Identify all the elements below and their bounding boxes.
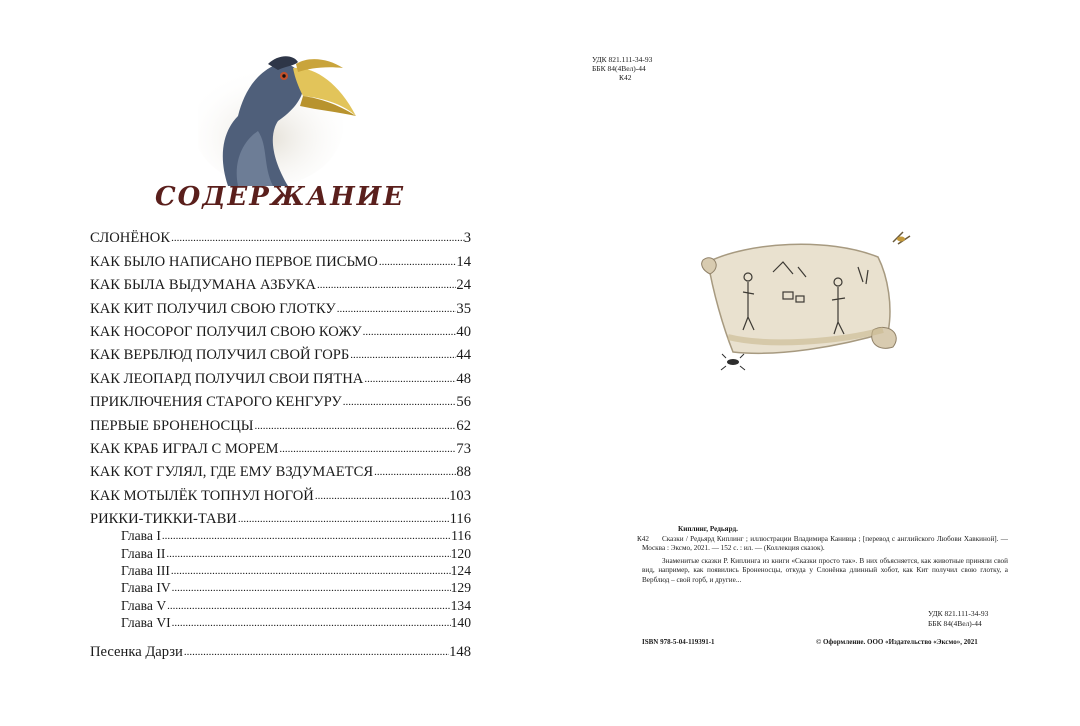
toc-chapter-page: 120 [450,545,471,561]
toc-entry-title: КАК БЫЛО НАПИСАНО ПЕРВОЕ ПИСЬМО [90,253,378,270]
toc-chapter-title: Глава VI [121,614,171,630]
dot-leader [349,347,456,363]
author-mark-margin: К42 [637,534,649,543]
dot-leader [314,488,449,504]
udk-code: УДК 821.111-34-93 [928,609,989,618]
toc-entry-page: 44 [456,347,471,364]
toc-chapter-page: 140 [450,614,471,630]
toc-entry-page: 73 [456,440,471,457]
toc-chapter-title: Глава IV [121,580,171,596]
toc-entry [90,410,471,433]
dot-leader [170,563,451,579]
dot-leader [278,441,456,457]
scroll-illustration [688,222,928,382]
toc-entry-title: СЛОНЁНОК [90,230,171,247]
toc-chapter-page: 116 [451,528,471,544]
toc-chapter-title: Глава II [121,545,166,561]
toc-chapter [90,527,471,544]
dot-leader [170,230,464,246]
classification-codes-bottom [928,609,988,629]
right-page [540,0,1080,726]
author-mark: К42 [619,73,632,82]
toc-chapter-page: 134 [450,597,471,613]
toc-entry [90,270,471,293]
toc-entry [90,363,471,386]
toc-entry-title: РИККИ-ТИККИ-ТАВИ [90,511,237,528]
bbk-code: ББК 84(4Вел)-44 [592,64,646,73]
toc-entry [90,246,471,269]
toc-entry-title: ПЕРВЫЕ БРОНЕНОСЦЫ [90,417,254,434]
bibliographic-description: Сказки / Редьярд Киплинг ; иллюстрации Владимира Канивца ; [перевод с английского Любови Хавкиной]. — Москва : Эксмо, 2021. — 152 с. : ил. — (Коллекция сказок). [642,534,1008,553]
toc-entry [90,434,471,457]
dot-leader [336,301,457,317]
udk-code: УДК 821.111-34-93 [592,55,653,64]
toc-entry [90,223,471,246]
toc-entry-page: 35 [456,300,471,317]
dot-leader [183,644,449,660]
dot-leader [254,418,457,434]
author-heading: Киплинг, Редьярд. [678,525,738,533]
toc-entry [90,457,471,480]
toc-chapter-page: 124 [450,562,471,578]
dot-leader [166,598,450,614]
toc-entry-page: 62 [456,417,471,434]
hornbill-illustration [198,36,368,186]
toc-entry-page: 40 [456,323,471,340]
table-of-contents [90,223,471,660]
toc-entry-page: 148 [449,644,471,661]
toc-entry-page: 88 [456,464,471,481]
toc-entry-page: 3 [463,230,471,247]
classification-codes [592,55,652,82]
toc-chapter-title: Глава III [121,562,170,578]
dot-leader [373,464,456,480]
toc-entry [90,293,471,316]
dot-leader [171,615,451,631]
annotation: Знаменитые сказки Р. Киплинга из книги «Сказки просто так». В них объясняется, как животные приняли свой вид, например, как появились Броненосцы, откуда у Слонёнка длинный хобот, как Кит получил свою глотку, а Верблюд – свой горб, и другие... [642,556,1008,584]
toc-entry-title: КАК ВЕРБЛЮД ПОЛУЧИЛ СВОЙ ГОРБ [90,347,350,364]
isbn: ISBN 978-5-04-119391-1 [642,638,715,646]
toc-entry-title: КАК ЛЕОПАРД ПОЛУЧИЛ СВОИ ПЯТНА [90,370,364,387]
toc-chapter-page: 129 [450,580,471,596]
toc-entry-title: КАК КРАБ ИГРАЛ С МОРЕМ [90,440,279,457]
toc-entry-title: КАК КИТ ПОЛУЧИЛ СВОЮ ГЛОТКУ [90,300,336,317]
toc-entry-page: 48 [456,370,471,387]
toc-entry [90,387,471,410]
toc-chapter [90,596,471,613]
bbk-code: ББК 84(4Вел)-44 [928,619,982,628]
bibliographic-record [637,525,1008,586]
toc-entry [90,317,471,340]
dot-leader [342,394,457,410]
toc-chapter [90,614,471,631]
toc-entry [90,637,471,660]
toc-entry-title: ПРИКЛЮЧЕНИЯ СТАРОГО КЕНГУРУ [90,394,342,411]
toc-entry [90,340,471,363]
toc-entry [90,504,471,527]
toc-entry-title: КАК КОТ ГУЛЯЛ, ГДЕ ЕМУ ВЗДУМАЕТСЯ [90,464,374,481]
dot-leader [165,546,450,562]
toc-title: СОДЕРЖАНИЕ [154,182,406,212]
toc-entry-title: Песенка Дарзи [90,644,183,661]
toc-entry-page: 56 [456,394,471,411]
dot-leader [237,511,450,527]
toc-chapter-title: Глава I [121,528,161,544]
dot-leader [161,528,451,544]
dot-leader [363,371,456,387]
toc-entry-page: 116 [449,511,471,528]
toc-entry [90,480,471,503]
toc-chapter [90,579,471,596]
toc-chapter-title: Глава V [121,597,167,613]
toc-chapter [90,544,471,561]
dot-leader [378,254,457,270]
toc-entry-title: КАК НОСОРОГ ПОЛУЧИЛ СВОЮ КОЖУ [90,323,362,340]
toc-entry-page: 14 [456,253,471,270]
toc-entry-title: КАК МОТЫЛЁК ТОПНУЛ НОГОЙ [90,487,314,504]
toc-entry-page: 24 [456,277,471,294]
toc-chapter [90,562,471,579]
copyright: © Оформление. ООО «Издательство «Эксмо», 2021 [816,638,978,646]
dot-leader [362,324,457,340]
toc-entry-title: КАК БЫЛА ВЫДУМАНА АЗБУКА [90,277,316,294]
toc-entry-page: 103 [449,487,471,504]
dot-leader [171,580,451,596]
dot-leader [316,277,456,293]
